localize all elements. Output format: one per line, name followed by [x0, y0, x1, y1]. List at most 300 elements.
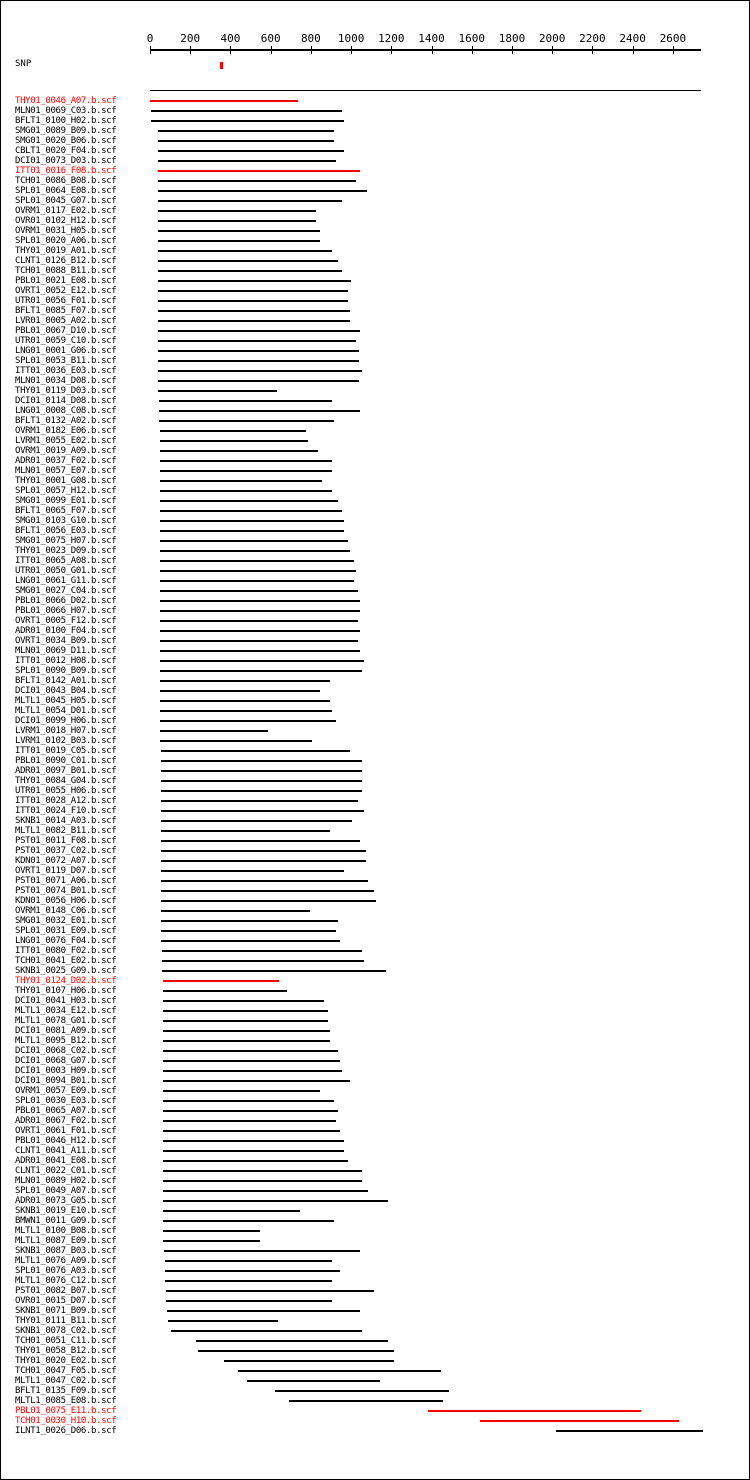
read-alignment-bar[interactable]	[160, 680, 330, 682]
read-alignment-bar[interactable]	[160, 630, 360, 632]
read-name[interactable]: PST01_0037_C02.b.scf	[15, 846, 117, 856]
read-row[interactable]	[0, 796, 750, 806]
read-row[interactable]	[0, 1236, 750, 1246]
read-name[interactable]: THY01_0119_D03.b.scf	[15, 386, 117, 396]
read-alignment-bar[interactable]	[163, 1080, 350, 1082]
read-row[interactable]	[0, 916, 750, 926]
read-alignment-bar[interactable]	[160, 590, 358, 592]
read-row[interactable]	[0, 396, 750, 406]
read-alignment-bar[interactable]	[163, 1050, 338, 1052]
read-row[interactable]	[0, 446, 750, 456]
read-name[interactable]: THY01_0107_H06.b.scf	[15, 986, 117, 996]
read-row[interactable]	[0, 236, 750, 246]
read-name[interactable]: MLTL1_0076_C12.b.scf	[15, 1276, 117, 1286]
read-name[interactable]: BMWN1_0011_G09.b.scf	[15, 1216, 117, 1226]
read-alignment-bar[interactable]	[160, 690, 320, 692]
read-row[interactable]	[0, 1326, 750, 1336]
read-row[interactable]	[0, 456, 750, 466]
read-row[interactable]	[0, 546, 750, 556]
read-name[interactable]: LVR01_0005_A02.b.scf	[15, 316, 117, 326]
read-row[interactable]	[0, 1206, 750, 1216]
read-name[interactable]: PBL01_0046_H12.b.scf	[15, 1136, 117, 1146]
read-row[interactable]	[0, 1086, 750, 1096]
read-alignment-bar[interactable]	[160, 460, 332, 462]
read-name[interactable]: DCI01_0043_B04.b.scf	[15, 686, 117, 696]
read-alignment-bar[interactable]	[161, 930, 336, 932]
read-alignment-bar[interactable]	[158, 250, 332, 252]
read-name[interactable]: MLTL1_0054_D01.b.scf	[15, 706, 117, 716]
read-alignment-bar[interactable]	[158, 330, 360, 332]
read-name[interactable]: DCI01_0094_B01.b.scf	[15, 1076, 117, 1086]
read-row[interactable]	[0, 1216, 750, 1226]
read-alignment-bar[interactable]	[160, 440, 308, 442]
read-row[interactable]	[0, 1096, 750, 1106]
read-name[interactable]: MLTL1_0082_B11.b.scf	[15, 826, 117, 836]
read-name[interactable]: TCH01_0030_H10.b.scf	[15, 1416, 117, 1426]
read-row[interactable]	[0, 466, 750, 476]
read-name[interactable]: LVRM1_0018_H07.b.scf	[15, 726, 117, 736]
read-name[interactable]: SKNB1_0078_C02.b.scf	[15, 1326, 117, 1336]
read-row[interactable]	[0, 986, 750, 996]
read-name[interactable]: SMG01_0027_C04.b.scf	[15, 586, 117, 596]
read-row[interactable]	[0, 606, 750, 616]
read-alignment-bar[interactable]	[161, 810, 364, 812]
read-alignment-bar[interactable]	[165, 1270, 340, 1272]
read-alignment-bar[interactable]	[165, 1260, 332, 1262]
read-alignment-bar[interactable]	[160, 670, 362, 672]
read-alignment-bar[interactable]	[247, 1380, 381, 1382]
read-alignment-bar[interactable]	[150, 100, 298, 102]
read-name[interactable]: BFLT1_0142_A01.b.scf	[15, 676, 117, 686]
read-name[interactable]: OVRM1_0182_E06.b.scf	[15, 426, 117, 436]
read-name[interactable]: DCI01_0003_H09.b.scf	[15, 1066, 117, 1076]
read-row[interactable]	[0, 666, 750, 676]
read-row[interactable]	[0, 766, 750, 776]
read-name[interactable]: MLTL1_0078_G01.b.scf	[15, 1016, 117, 1026]
read-row[interactable]	[0, 1046, 750, 1056]
read-name[interactable]: MLTL1_0045_H05.b.scf	[15, 696, 117, 706]
read-name[interactable]: SMG01_0032_E01.b.scf	[15, 916, 117, 926]
read-name[interactable]: LNG01_0061_G11.b.scf	[15, 576, 117, 586]
read-name[interactable]: ILNT1_0026_D06.b.scf	[15, 1426, 117, 1436]
read-row[interactable]	[0, 536, 750, 546]
read-alignment-bar[interactable]	[160, 720, 336, 722]
read-name[interactable]: OVRM1_0057_E09.b.scf	[15, 1086, 117, 1096]
read-alignment-bar[interactable]	[163, 1230, 260, 1232]
read-name[interactable]: MLN01_0069_C03.b.scf	[15, 106, 117, 116]
read-alignment-bar[interactable]	[163, 1110, 338, 1112]
read-name[interactable]: PBL01_0066_D02.b.scf	[15, 596, 117, 606]
read-row[interactable]	[0, 636, 750, 646]
read-alignment-bar[interactable]	[166, 1300, 332, 1302]
read-alignment-bar[interactable]	[161, 920, 338, 922]
read-row[interactable]	[0, 936, 750, 946]
read-row[interactable]	[0, 316, 750, 326]
read-name[interactable]: PBL01_0065_A07.b.scf	[15, 1106, 117, 1116]
read-alignment-bar[interactable]	[161, 780, 362, 782]
read-name[interactable]: TCH01_0041_E02.b.scf	[15, 956, 117, 966]
read-alignment-bar[interactable]	[160, 450, 318, 452]
read-alignment-bar[interactable]	[163, 1150, 344, 1152]
read-alignment-bar[interactable]	[158, 280, 351, 282]
read-alignment-bar[interactable]	[163, 1160, 348, 1162]
read-row[interactable]	[0, 566, 750, 576]
read-row[interactable]	[0, 856, 750, 866]
read-row[interactable]	[0, 496, 750, 506]
read-name[interactable]: ADR01_0097_B01.b.scf	[15, 766, 117, 776]
read-row[interactable]	[0, 576, 750, 586]
read-name[interactable]: OVRT1_0005_F12.b.scf	[15, 616, 117, 626]
read-alignment-bar[interactable]	[161, 770, 362, 772]
read-name[interactable]: ITT01_0065_A08.b.scf	[15, 556, 117, 566]
read-name[interactable]: DCI01_0114_D08.b.scf	[15, 396, 117, 406]
read-name[interactable]: OVRM1_0031_H05.b.scf	[15, 226, 117, 236]
read-row[interactable]	[0, 1116, 750, 1126]
read-name[interactable]: PBL01_0090_C01.b.scf	[15, 756, 117, 766]
read-name[interactable]: TCH01_0051_C11.b.scf	[15, 1336, 117, 1346]
read-alignment-bar[interactable]	[160, 560, 354, 562]
read-alignment-bar[interactable]	[163, 1180, 362, 1182]
read-alignment-bar[interactable]	[158, 140, 334, 142]
read-alignment-bar[interactable]	[160, 540, 348, 542]
read-name[interactable]: BFLT1_0056_E03.b.scf	[15, 526, 117, 536]
read-name[interactable]: LVRM1_0102_B03.b.scf	[15, 736, 117, 746]
read-alignment-bar[interactable]	[160, 660, 364, 662]
read-name[interactable]: TCH01_0088_B11.b.scf	[15, 266, 117, 276]
read-name[interactable]: SPL01_0057_H12.b.scf	[15, 486, 117, 496]
read-row[interactable]	[0, 416, 750, 426]
read-row[interactable]	[0, 1066, 750, 1076]
read-alignment-bar[interactable]	[275, 1390, 449, 1392]
read-row[interactable]	[0, 486, 750, 496]
read-alignment-bar[interactable]	[162, 960, 364, 962]
read-row[interactable]	[0, 126, 750, 136]
read-row[interactable]	[0, 906, 750, 916]
read-alignment-bar[interactable]	[168, 1320, 278, 1322]
read-row[interactable]	[0, 306, 750, 316]
read-alignment-bar[interactable]	[160, 620, 358, 622]
read-row[interactable]	[0, 706, 750, 716]
read-name[interactable]: MLTL1_0076_A09.b.scf	[15, 1256, 117, 1266]
read-alignment-bar[interactable]	[163, 1240, 260, 1242]
read-row[interactable]	[0, 626, 750, 636]
read-alignment-bar[interactable]	[162, 950, 362, 952]
read-row[interactable]	[0, 356, 750, 366]
read-alignment-bar[interactable]	[167, 1310, 360, 1312]
read-alignment-bar[interactable]	[158, 170, 360, 172]
read-name[interactable]: TCH01_0047_F05.b.scf	[15, 1366, 117, 1376]
read-alignment-bar[interactable]	[160, 610, 360, 612]
read-name[interactable]: MLN01_0089_H02.b.scf	[15, 1176, 117, 1186]
read-row[interactable]	[0, 826, 750, 836]
read-alignment-bar[interactable]	[198, 1350, 394, 1352]
read-row[interactable]	[0, 846, 750, 856]
read-name[interactable]: PST01_0071_A06.b.scf	[15, 876, 117, 886]
read-alignment-bar[interactable]	[224, 1360, 394, 1362]
read-alignment-bar[interactable]	[158, 180, 356, 182]
read-alignment-bar[interactable]	[161, 900, 376, 902]
read-row[interactable]	[0, 186, 750, 196]
read-row[interactable]	[0, 746, 750, 756]
read-alignment-bar[interactable]	[163, 1130, 340, 1132]
read-row[interactable]	[0, 266, 750, 276]
read-name[interactable]: ITT01_0019_C05.b.scf	[15, 746, 117, 756]
read-alignment-bar[interactable]	[158, 380, 359, 382]
read-alignment-bar[interactable]	[171, 1330, 362, 1332]
read-alignment-bar[interactable]	[158, 130, 334, 132]
read-alignment-bar[interactable]	[160, 480, 322, 482]
read-name[interactable]: OVRT1_0061_F01.b.scf	[15, 1126, 117, 1136]
read-row[interactable]	[0, 1286, 750, 1296]
read-row[interactable]	[0, 1026, 750, 1036]
read-name[interactable]: OVRT1_0034_B09.b.scf	[15, 636, 117, 646]
read-name[interactable]: SPL01_0076_A03.b.scf	[15, 1266, 117, 1276]
read-row[interactable]	[0, 806, 750, 816]
read-name[interactable]: DCI01_0068_G07.b.scf	[15, 1056, 117, 1066]
read-row[interactable]	[0, 1146, 750, 1156]
read-row[interactable]	[0, 296, 750, 306]
read-name[interactable]: MLTL1_0034_E12.b.scf	[15, 1006, 117, 1016]
read-alignment-bar[interactable]	[160, 520, 344, 522]
read-alignment-bar[interactable]	[158, 210, 316, 212]
read-row[interactable]	[0, 516, 750, 526]
read-row[interactable]	[0, 376, 750, 386]
read-row[interactable]	[0, 1056, 750, 1066]
read-name[interactable]: BFLT1_0100_H02.b.scf	[15, 116, 117, 126]
read-row[interactable]	[0, 106, 750, 116]
read-alignment-bar[interactable]	[158, 150, 344, 152]
read-name[interactable]: ADR01_0067_F02.b.scf	[15, 1116, 117, 1126]
read-name[interactable]: SMG01_0020_B06.b.scf	[15, 136, 117, 146]
read-name[interactable]: ITT01_0036_E03.b.scf	[15, 366, 117, 376]
read-row[interactable]	[0, 436, 750, 446]
read-name[interactable]: THY01_0046_A07.b.scf	[15, 96, 117, 106]
read-name[interactable]: THY01_0019_A01.b.scf	[15, 246, 117, 256]
read-name[interactable]: SPL01_0053_B11.b.scf	[15, 356, 117, 366]
read-alignment-bar[interactable]	[163, 1010, 328, 1012]
read-row[interactable]	[0, 926, 750, 936]
read-row[interactable]	[0, 336, 750, 346]
read-name[interactable]: MLN01_0034_D08.b.scf	[15, 376, 117, 386]
read-row[interactable]	[0, 1196, 750, 1206]
read-row[interactable]	[0, 1016, 750, 1026]
read-name[interactable]: CLNT1_0126_B12.b.scf	[15, 256, 117, 266]
read-row[interactable]	[0, 1076, 750, 1086]
read-alignment-bar[interactable]	[151, 110, 342, 112]
read-row[interactable]	[0, 886, 750, 896]
read-row[interactable]	[0, 146, 750, 156]
read-alignment-bar[interactable]	[163, 1220, 334, 1222]
read-alignment-bar[interactable]	[428, 1410, 641, 1412]
read-name[interactable]: PST01_0074_B01.b.scf	[15, 886, 117, 896]
read-row[interactable]	[0, 866, 750, 876]
read-alignment-bar[interactable]	[163, 980, 279, 982]
read-row[interactable]	[0, 1296, 750, 1306]
read-row[interactable]	[0, 786, 750, 796]
read-name[interactable]: DCI01_0073_D03.b.scf	[15, 156, 117, 166]
read-row[interactable]	[0, 1136, 750, 1146]
read-alignment-bar[interactable]	[161, 850, 366, 852]
read-name[interactable]: ITT01_0080_F02.b.scf	[15, 946, 117, 956]
read-name[interactable]: LVRM1_0055_E02.b.scf	[15, 436, 117, 446]
read-name[interactable]: KDN01_0056_H06.b.scf	[15, 896, 117, 906]
read-alignment-bar[interactable]	[161, 880, 368, 882]
read-alignment-bar[interactable]	[163, 1020, 328, 1022]
read-alignment-bar[interactable]	[163, 990, 287, 992]
read-name[interactable]: BFLT1_0085_F07.b.scf	[15, 306, 117, 316]
read-alignment-bar[interactable]	[160, 500, 338, 502]
read-alignment-bar[interactable]	[160, 530, 344, 532]
read-name[interactable]: CBLT1_0020_F04.b.scf	[15, 146, 117, 156]
read-row[interactable]	[0, 1126, 750, 1136]
read-alignment-bar[interactable]	[160, 730, 268, 732]
read-alignment-bar[interactable]	[158, 190, 367, 192]
read-alignment-bar[interactable]	[238, 1370, 440, 1372]
read-alignment-bar[interactable]	[160, 470, 332, 472]
read-name[interactable]: THY01_0084_G04.b.scf	[15, 776, 117, 786]
read-alignment-bar[interactable]	[160, 570, 356, 572]
read-alignment-bar[interactable]	[160, 740, 312, 742]
read-row[interactable]	[0, 1006, 750, 1016]
read-alignment-bar[interactable]	[163, 1040, 330, 1042]
read-name[interactable]: BFLT1_0065_F07.b.scf	[15, 506, 117, 516]
read-name[interactable]: BFLT1_0132_A02.b.scf	[15, 416, 117, 426]
read-row[interactable]	[0, 506, 750, 516]
read-name[interactable]: PBL01_0066_H07.b.scf	[15, 606, 117, 616]
read-alignment-bar[interactable]	[158, 200, 342, 202]
read-name[interactable]: OVRT1_0119_D07.b.scf	[15, 866, 117, 876]
read-name[interactable]: SMG01_0099_E01.b.scf	[15, 496, 117, 506]
read-row[interactable]	[0, 386, 750, 396]
read-alignment-bar[interactable]	[158, 290, 348, 292]
read-name[interactable]: MLTL1_0095_B12.b.scf	[15, 1036, 117, 1046]
read-row[interactable]	[0, 1186, 750, 1196]
read-row[interactable]	[0, 96, 750, 106]
read-row[interactable]	[0, 346, 750, 356]
read-alignment-bar[interactable]	[160, 650, 360, 652]
read-name[interactable]: SKNB1_0087_B03.b.scf	[15, 1246, 117, 1256]
read-alignment-bar[interactable]	[163, 1100, 334, 1102]
read-row[interactable]	[0, 426, 750, 436]
read-name[interactable]: SMG01_0075_H07.b.scf	[15, 536, 117, 546]
read-row[interactable]	[0, 1246, 750, 1256]
read-row[interactable]	[0, 556, 750, 566]
read-name[interactable]: ITT01_0028_A12.b.scf	[15, 796, 117, 806]
read-name[interactable]: MLN01_0069_D11.b.scf	[15, 646, 117, 656]
read-name[interactable]: MLN01_0057_E07.b.scf	[15, 466, 117, 476]
read-alignment-bar[interactable]	[159, 400, 332, 402]
read-alignment-bar[interactable]	[158, 310, 350, 312]
read-row[interactable]	[0, 616, 750, 626]
read-row[interactable]	[0, 656, 750, 666]
read-name[interactable]: OVRM1_0019_A09.b.scf	[15, 446, 117, 456]
read-alignment-bar[interactable]	[166, 1290, 374, 1292]
read-alignment-bar[interactable]	[163, 1190, 368, 1192]
read-row[interactable]	[0, 176, 750, 186]
read-alignment-bar[interactable]	[160, 430, 306, 432]
read-name[interactable]: SPL01_0031_E09.b.scf	[15, 926, 117, 936]
read-name[interactable]: THY01_0111_B11.b.scf	[15, 1316, 117, 1326]
read-row[interactable]	[0, 196, 750, 206]
read-row[interactable]	[0, 1416, 750, 1426]
read-alignment-bar[interactable]	[161, 890, 374, 892]
read-name[interactable]: ITT01_0024_F10.b.scf	[15, 806, 117, 816]
read-name[interactable]: ADR01_0100_F04.b.scf	[15, 626, 117, 636]
read-row[interactable]	[0, 1406, 750, 1416]
read-name[interactable]: ADR01_0073_G05.b.scf	[15, 1196, 117, 1206]
read-row[interactable]	[0, 1266, 750, 1276]
read-name[interactable]: PBL01_0067_D10.b.scf	[15, 326, 117, 336]
read-row[interactable]	[0, 1226, 750, 1236]
read-alignment-bar[interactable]	[158, 260, 338, 262]
read-name[interactable]: DCI01_0081_A09.b.scf	[15, 1026, 117, 1036]
read-alignment-bar[interactable]	[158, 300, 348, 302]
read-alignment-bar[interactable]	[161, 820, 352, 822]
read-alignment-bar[interactable]	[159, 410, 360, 412]
read-name[interactable]: THY01_0058_B12.b.scf	[15, 1346, 117, 1356]
read-alignment-bar[interactable]	[161, 940, 340, 942]
read-name[interactable]: SKNB1_0014_A03.b.scf	[15, 816, 117, 826]
read-alignment-bar[interactable]	[161, 760, 362, 762]
read-row[interactable]	[0, 326, 750, 336]
read-row[interactable]	[0, 1106, 750, 1116]
read-name[interactable]: OVRM1_0148_C06.b.scf	[15, 906, 117, 916]
read-alignment-bar[interactable]	[161, 870, 344, 872]
read-row[interactable]	[0, 1256, 750, 1266]
read-row[interactable]	[0, 736, 750, 746]
read-name[interactable]: MLTL1_0047_C02.b.scf	[15, 1376, 117, 1386]
read-alignment-bar[interactable]	[164, 1250, 360, 1252]
read-alignment-bar[interactable]	[163, 1200, 388, 1202]
read-alignment-bar[interactable]	[158, 230, 320, 232]
read-alignment-bar[interactable]	[161, 750, 350, 752]
read-row[interactable]	[0, 406, 750, 416]
read-row[interactable]	[0, 1386, 750, 1396]
read-row[interactable]	[0, 1156, 750, 1166]
read-row[interactable]	[0, 676, 750, 686]
read-row[interactable]	[0, 876, 750, 886]
read-alignment-bar[interactable]	[161, 910, 310, 912]
read-alignment-bar[interactable]	[151, 120, 344, 122]
read-name[interactable]: BFLT1_0135_F09.b.scf	[15, 1386, 117, 1396]
read-name[interactable]: KDN01_0072_A07.b.scf	[15, 856, 117, 866]
read-name[interactable]: UTR01_0056_F01.b.scf	[15, 296, 117, 306]
read-alignment-bar[interactable]	[480, 1420, 679, 1422]
read-name[interactable]: CLNT1_0041_A11.b.scf	[15, 1146, 117, 1156]
read-alignment-bar[interactable]	[163, 1070, 342, 1072]
read-row[interactable]	[0, 1366, 750, 1376]
read-row[interactable]	[0, 756, 750, 766]
read-row[interactable]	[0, 1376, 750, 1386]
read-alignment-bar[interactable]	[160, 490, 332, 492]
read-name[interactable]: OVRT1_0052_E12.b.scf	[15, 286, 117, 296]
read-row[interactable]	[0, 596, 750, 606]
read-row[interactable]	[0, 646, 750, 656]
read-name[interactable]: UTR01_0059_C10.b.scf	[15, 336, 117, 346]
read-name[interactable]: MLTL1_0100_B08.b.scf	[15, 1226, 117, 1236]
read-name[interactable]: TCH01_0086_B08.b.scf	[15, 176, 117, 186]
read-alignment-bar[interactable]	[163, 1140, 344, 1142]
read-row[interactable]	[0, 286, 750, 296]
read-name[interactable]: ITT01_0016_F08.b.scf	[15, 166, 117, 176]
read-row[interactable]	[0, 776, 750, 786]
read-name[interactable]: SMG01_0089_B09.b.scf	[15, 126, 117, 136]
read-row[interactable]	[0, 726, 750, 736]
read-name[interactable]: SKNB1_0071_B09.b.scf	[15, 1306, 117, 1316]
read-row[interactable]	[0, 836, 750, 846]
read-name[interactable]: PBL01_0021_E08.b.scf	[15, 276, 117, 286]
read-row[interactable]	[0, 1346, 750, 1356]
